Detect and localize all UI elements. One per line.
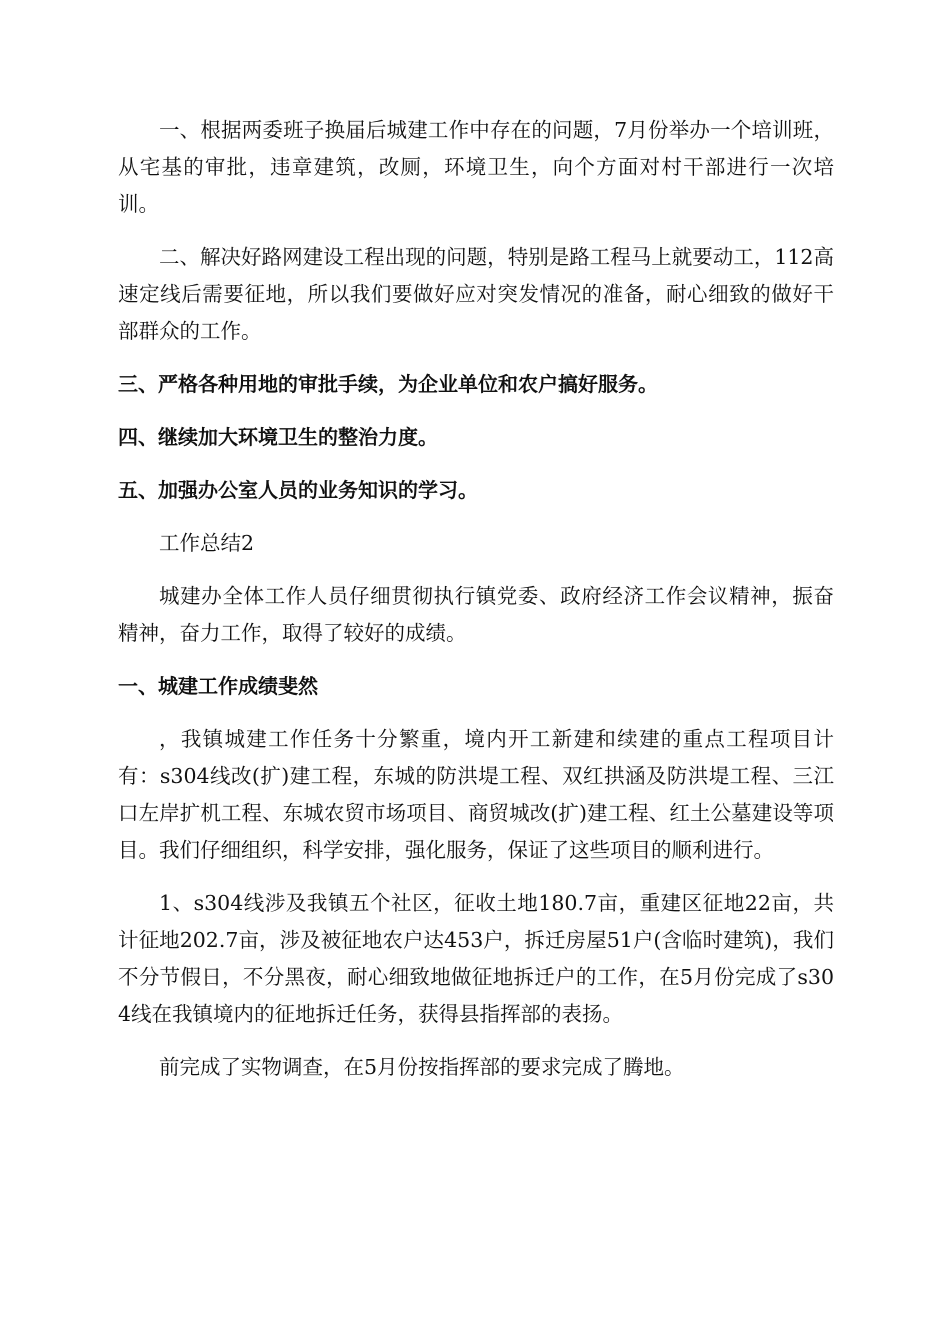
- bold-item-staff-study: 五、加强办公室人员的业务知识的学习。: [118, 478, 478, 502]
- paragraph-key-projects: ，我镇城建工作任务十分繁重，境内开工新建和续建的重点工程项目计有：s304线改(扩)建工程，东城的防洪堤工程、双红拱涵及防洪堤工程、三江口左岸扩机工程、东城农贸市场项目、商贸城改(扩)建工程、红土公墓建设等项目。我们仔细组织，科学安排，强化服务，保证了这些项目的顺利进行。: [118, 727, 834, 862]
- paragraph-s304-land: 1、s304线涉及我镇五个社区，征收土地180.7亩，重建区征地22亩，共计征地202.7亩，涉及被征地农户达453户，拆迁房屋51户(含临时建筑)，我们不分节假日，不分黑夜，耐心细致地做征地拆迁户的工作，在5月份完成了s304线在我镇境内的征地拆迁任务，获得县指挥部的表扬。: [118, 891, 834, 1026]
- paragraph-summary-intro: 城建办全体工作人员仔细贯彻执行镇党委、政府经济工作会议精神，振奋精神，奋力工作，取得了较好的成绩。: [118, 584, 834, 645]
- bold-item-land-approval: 三、严格各种用地的审批手续，为企业单位和农户搞好服务。: [118, 372, 658, 396]
- paragraph-road-network: 二、解决好路网建设工程出现的问题，特别是路工程马上就要动工，112高速定线后需要征地，所以我们要做好应对突发情况的准备，耐心细致的做好干部群众的工作。: [118, 245, 834, 343]
- paragraph-training-plan: 一、根据两委班子换届后城建工作中存在的问题，7月份举办一个培训班，从宅基的审批，违章建筑，改厕，环境卫生，向个方面对村干部进行一次培训。: [118, 118, 834, 216]
- bold-heading-achievements: 一、城建工作成绩斐然: [118, 674, 318, 698]
- document-body: [118, 112, 834, 1102]
- bold-item-sanitation: 四、继续加大环境卫生的整治力度。: [118, 425, 438, 449]
- section-title-summary-2: 工作总结2: [159, 531, 255, 555]
- paragraph-survey-completed: 前完成了实物调查，在5月份按指挥部的要求完成了腾地。: [159, 1055, 685, 1079]
